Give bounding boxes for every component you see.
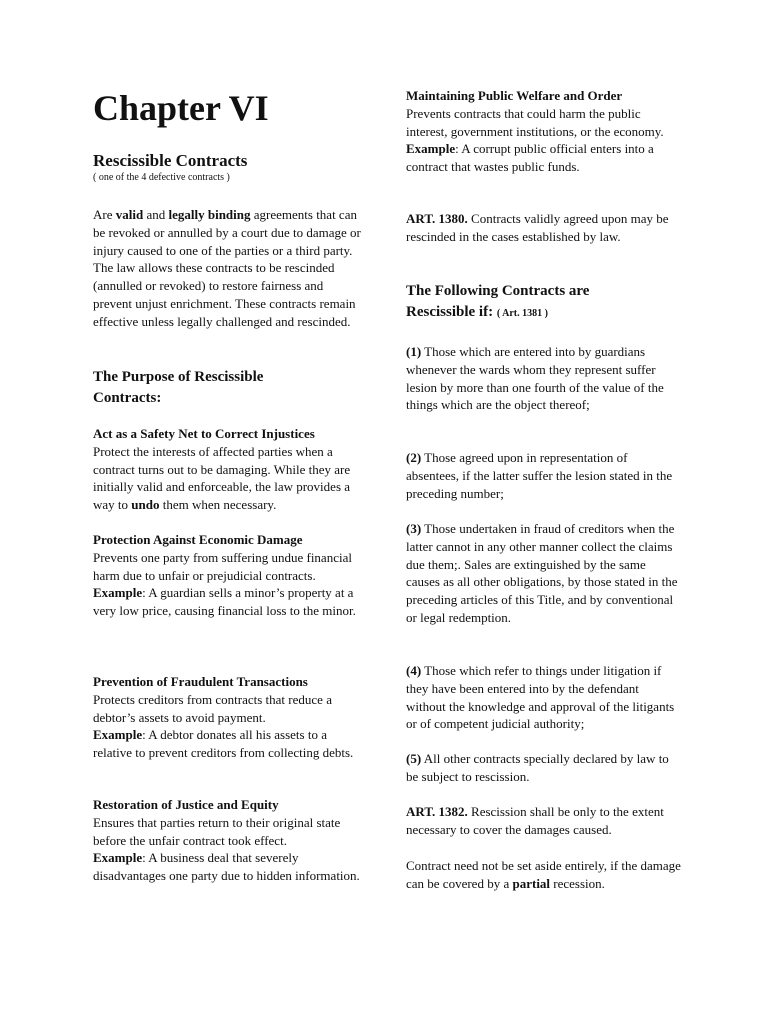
list-item: [406, 750, 681, 786]
following-heading-line: [406, 302, 681, 325]
purpose-title: Protection Against Economic Damage: [93, 532, 303, 547]
intro-bold-legally-binding: legally binding: [168, 207, 251, 222]
purpose-heading: The Purpose of Rescissible Contracts:: [93, 369, 264, 406]
article-label: ART. 1380.: [406, 211, 468, 226]
closing-text: recession.: [550, 875, 605, 891]
purpose-item: [93, 425, 365, 514]
purpose-example: [93, 584, 365, 620]
example-text: : A guardian sells a minor’s property at a very low price, causing financial loss to the minor.: [93, 585, 356, 619]
article-reference: ( Art. 1381 ): [496, 307, 548, 319]
item-text: Those undertaken in fraud of creditors when the latter cannot in any other manner collect the claims due them;. Sales are extinguished by the same causes as all other obligations, by those stated in the preceding articles of this Title, and by conventional or legal redemption.: [406, 521, 678, 625]
list-item: [406, 449, 681, 502]
example-label: Example: [93, 727, 143, 743]
intro-paragraph: [93, 206, 365, 331]
closing-text: Contract need not be set aside entirely, if the damage can be covered by a: [406, 858, 681, 891]
item-text: All other contracts specially declared by law to be subject to rescission.: [406, 751, 669, 784]
item-number: (5): [406, 751, 422, 766]
purpose-text: Prevents contracts that could harm the public interest, government institutions, or the economy.: [406, 105, 664, 139]
purpose-example: [93, 726, 365, 762]
following-heading-line: The Following Contracts are: [406, 283, 590, 299]
list-item: [406, 662, 681, 733]
chapter-title: Chapter VI: [93, 88, 269, 128]
purpose-item: [93, 531, 365, 620]
purpose-text: Ensures that parties return to their original state before the unfair contract took effect.: [93, 814, 341, 848]
example-text: : A debtor donates all his assets to a relative to prevent creditors from collecting debts.: [93, 727, 354, 761]
following-heading: [406, 281, 681, 324]
example-label: Example: [93, 850, 143, 866]
closing-paragraph: [406, 857, 681, 893]
item-number: (4): [406, 663, 422, 678]
purpose-title: Prevention of Fraudulent Transactions: [93, 674, 308, 689]
article-1382: [406, 803, 681, 839]
item-text: Those which refer to things under litigation if they have been entered into by the defendant without the knowledge and approval of the litigants or of competent judicial authority;: [406, 663, 675, 732]
item-number: (2): [406, 450, 422, 465]
purpose-item: [93, 796, 365, 885]
purpose-text: [93, 443, 365, 514]
article-1380: [406, 210, 681, 246]
purpose-title: Act as a Safety Net to Correct Injustices: [93, 426, 315, 441]
item-text: Those which are entered into by guardians whenever the wards whom they represent suffer lesion by more than one fourth of the value of the things which are the object thereof;: [406, 344, 664, 413]
purpose-text-part: Protect the interests of affected parties when a contract turns out to be damaging. While they are initially valid and enforceable, the law provides a way to: [93, 443, 351, 513]
section-note: ( one of the 4 defective contracts ): [93, 172, 230, 183]
item-number: (3): [406, 521, 422, 536]
intro-text: and: [143, 207, 169, 222]
purpose-title: Maintaining Public Welfare and Order: [406, 88, 623, 103]
item-number: (1): [406, 344, 422, 359]
purpose-example: [93, 849, 365, 885]
section-header: [93, 151, 365, 184]
list-item: [406, 343, 681, 414]
purpose-example: [406, 140, 681, 176]
intro-text: agreements that can be revoked or annulled by a court due to damage or injury caused to one of the parties or a third party. The law allows these contracts to be rescinded (annulled or revoked) to restore fairness and prevent unjust enrichment. These contracts remain effective unless legally challenged and rescinded.: [93, 207, 361, 329]
example-text: : A business deal that severely disadvantages one party due to hidden information.: [93, 850, 360, 884]
purpose-text-part: them when necessary.: [159, 497, 277, 513]
purpose-text: Prevents one party from suffering undue financial harm due to unfair or prejudicial contracts.: [93, 549, 352, 583]
bold-undo: undo: [131, 497, 160, 513]
section-title: Rescissible Contracts: [93, 151, 248, 170]
intro-bold-valid: valid: [115, 207, 144, 222]
intro-text: Are: [93, 207, 116, 222]
following-heading-text: Rescissible if:: [406, 303, 497, 320]
purpose-text: Protects creditors from contracts that reduce a debtor’s assets to avoid payment.: [93, 691, 332, 725]
example-label: Example: [93, 585, 143, 601]
purpose-item: [93, 673, 365, 762]
article-text: Rescission shall be only to the extent necessary to cover the damages caused.: [406, 804, 664, 837]
purpose-title: Restoration of Justice and Equity: [93, 797, 279, 812]
example-text: : A corrupt public official enters into a contract that wastes public funds.: [406, 141, 654, 175]
article-text: Contracts validly agreed upon may be rescinded in the cases established by law.: [406, 211, 669, 244]
item-text: Those agreed upon in representation of absentees, if the latter suffer the lesion stated in the preceding number;: [406, 450, 673, 501]
bold-partial: partial: [512, 875, 551, 891]
article-label: ART. 1382.: [406, 804, 468, 819]
list-item: [406, 520, 681, 627]
purpose-item: [406, 87, 681, 176]
example-label: Example: [406, 141, 456, 157]
